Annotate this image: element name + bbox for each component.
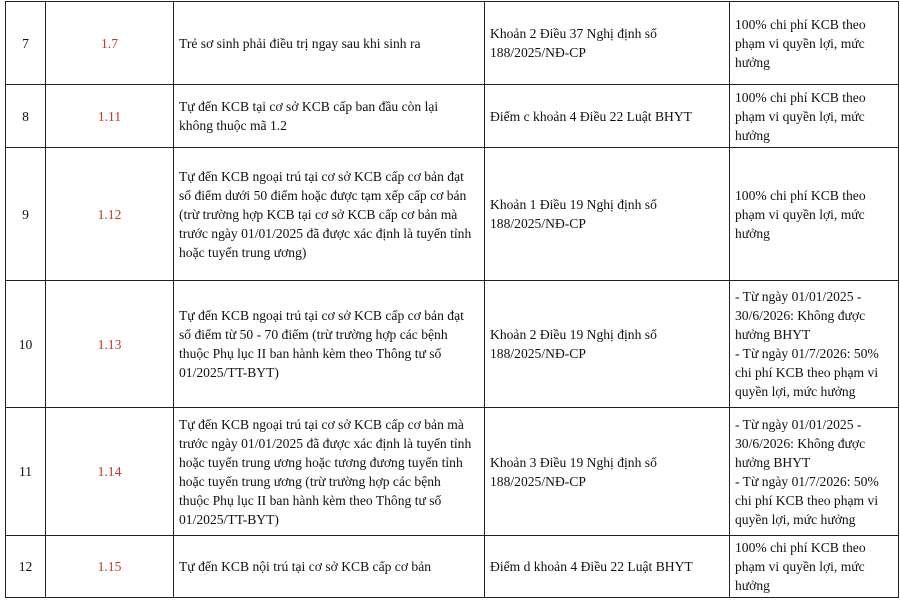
row-number: 10 [6,281,46,408]
benefit-level: - Từ ngày 01/01/2025 - 30/6/2026: Không được hưởng BHYT - Từ ngày 01/7/2026: 50% chi phí KCB theo phạm vi quyền lợi, mức hưởng [730,408,899,536]
legal-basis: Khoản 2 Điều 37 Nghị định số 188/2025/NĐ-CP [485,2,730,85]
row-number: 11 [6,408,46,536]
case-description: Tự đến KCB ngoại trú tại cơ sở KCB cấp cơ bản mà trước ngày 01/01/2025 đã được xác định là tuyến tỉnh hoặc tuyến trung ương hoặc tương đương tuyến tỉnh hoặc tuyến trung ương (trừ trường hợp các bệnh thuộc Phụ lục II ban hành kèm theo Thông tư số 01/2025/TT-BYT) [174,408,485,536]
case-description: Tự đến KCB nội trú tại cơ sở KCB cấp cơ bản [174,536,485,598]
table-row [6,536,899,598]
benefit-level: - Từ ngày 01/01/2025 - 30/6/2026: Không được hưởng BHYT - Từ ngày 01/7/2026: 50% chi phí KCB theo phạm vi quyền lợi, mức hưởng [730,281,899,408]
benefit-code: 1.15 [46,536,174,598]
benefit-code: 1.13 [46,281,174,408]
case-description: Tự đến KCB ngoại trú tại cơ sở KCB cấp cơ bản đạt số điểm từ 50 - 70 điểm (trừ trường hợp các bệnh thuộc Phụ lục II ban hành kèm theo Thông tư số 01/2025/TT-BYT) [174,281,485,408]
benefit-code: 1.7 [46,2,174,85]
legal-basis: Khoản 1 Điều 19 Nghị định số 188/2025/NĐ-CP [485,148,730,281]
table-row [6,85,899,148]
table-row [6,148,899,281]
row-number: 7 [6,2,46,85]
benefit-code: 1.14 [46,408,174,536]
case-description: Trẻ sơ sinh phải điều trị ngay sau khi sinh ra [174,2,485,85]
benefit-code: 1.12 [46,148,174,281]
row-number: 12 [6,536,46,598]
case-description: Tự đến KCB ngoại trú tại cơ sở KCB cấp cơ bản đạt số điểm dưới 50 điểm hoặc được tạm xếp cấp cơ bản (trừ trường hợp KCB tại cơ sở KCB cấp cơ bản mà trước ngày 01/01/2025 đã được xác định là tuyến tỉnh hoặc tuyến trung ương) [174,148,485,281]
benefit-level: 100% chi phí KCB theo phạm vi quyền lợi, mức hưởng [730,85,899,148]
table-row [6,2,899,85]
legal-basis: Điểm d khoản 4 Điều 22 Luật BHYT [485,536,730,598]
legal-basis: Điểm c khoản 4 Điều 22 Luật BHYT [485,85,730,148]
table-row [6,281,899,408]
benefit-level: 100% chi phí KCB theo phạm vi quyền lợi, mức hưởng [730,2,899,85]
case-description: Tự đến KCB tại cơ sở KCB cấp ban đầu còn lại không thuộc mã 1.2 [174,85,485,148]
table-row [6,408,899,536]
legal-basis: Khoản 3 Điều 19 Nghị định số 188/2025/NĐ-CP [485,408,730,536]
legal-basis: Khoản 2 Điều 19 Nghị định số 188/2025/NĐ-CP [485,281,730,408]
benefit-level: 100% chi phí KCB theo phạm vi quyền lợi, mức hưởng [730,536,899,598]
row-number: 9 [6,148,46,281]
benefit-code: 1.11 [46,85,174,148]
benefit-level: 100% chi phí KCB theo phạm vi quyền lợi, mức hưởng [730,148,899,281]
row-number: 8 [6,85,46,148]
benefit-table [5,1,899,598]
